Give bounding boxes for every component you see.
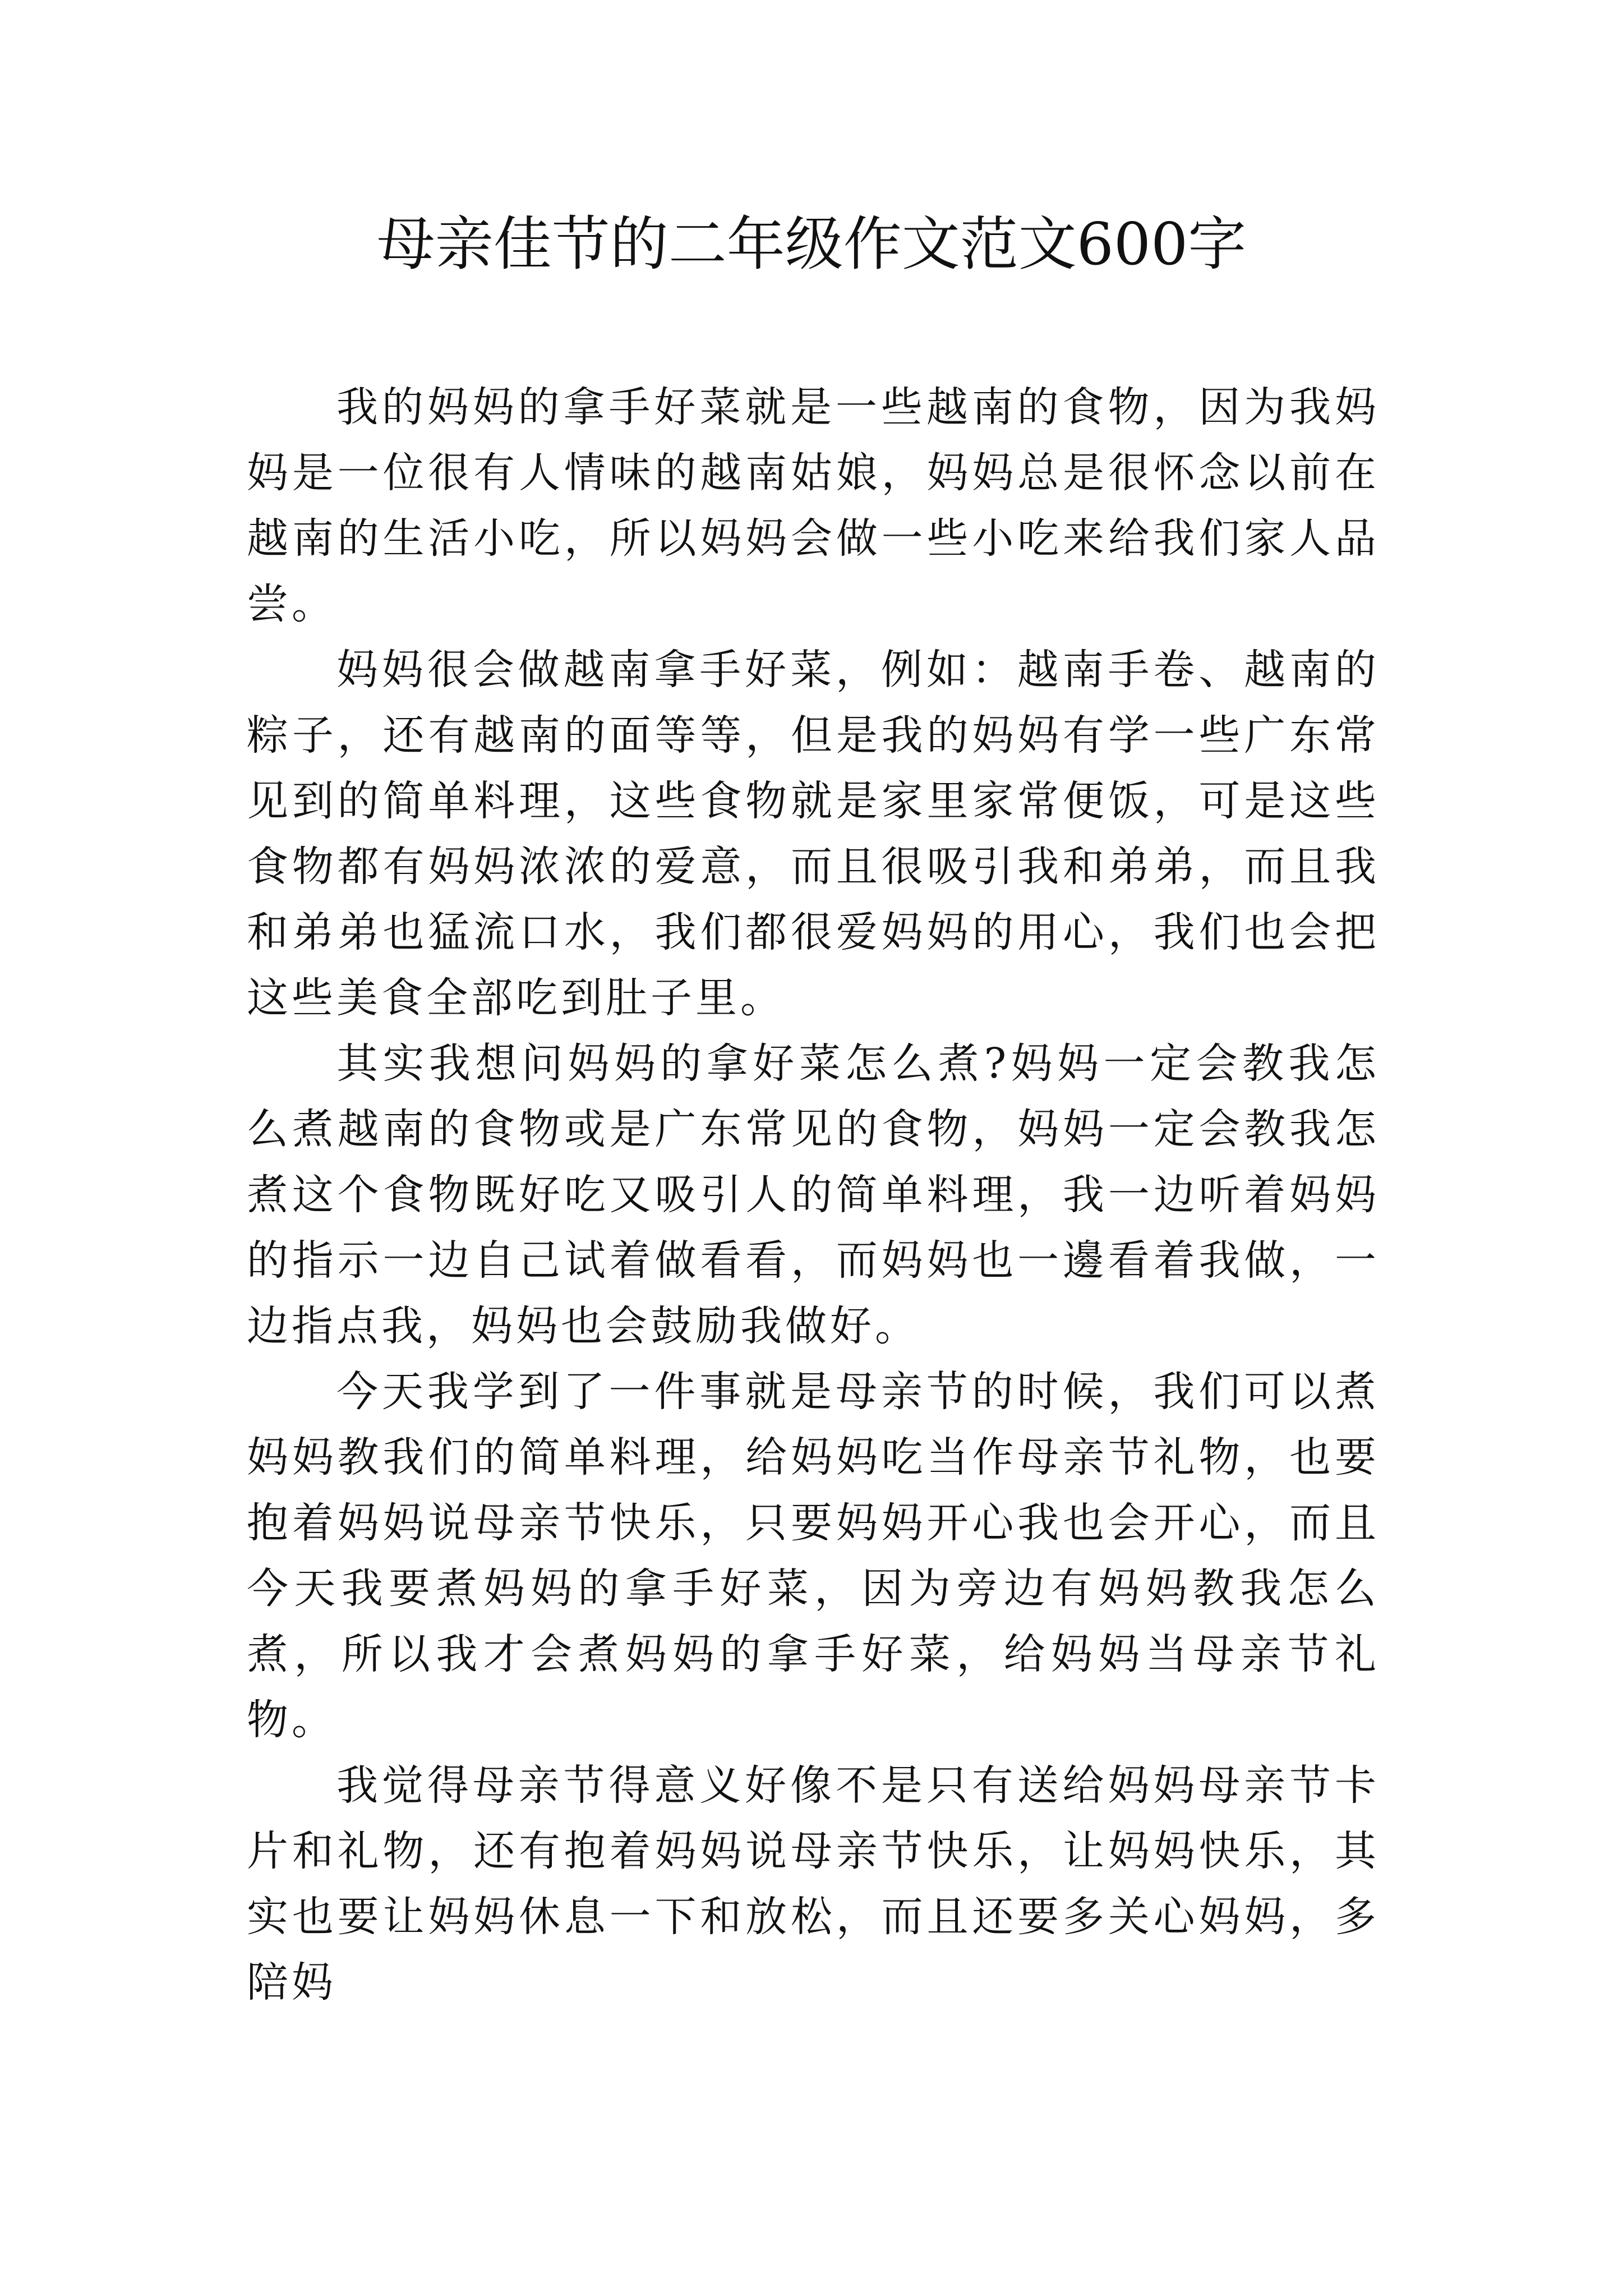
- document-title: 母亲佳节的二年级作文范文600字: [376, 210, 1247, 278]
- paragraph-1: 我的妈妈的拿手好菜就是一些越南的食物，因为我妈妈是一位很有人情味的越南姑娘，妈妈总是很怀念以前在越南的生活小吃，所以妈妈会做一些小吃来给我们家人品尝。: [247, 383, 1380, 628]
- paragraph-5: 我觉得母亲节得意义好像不是只有送给妈妈母亲节卡片和礼物，还有抱着妈妈说母亲节快乐，让妈妈快乐，其实也要让妈妈休息一下和放松，而且还要多关心妈妈，多陪妈: [247, 1761, 1380, 2007]
- paragraph-4: 今天我学到了一件事就是母亲节的时候，我们可以煮妈妈教我们的简单料理，给妈妈吃当作母亲节礼物，也要抱着妈妈说母亲节快乐，只要妈妈开心我也会开心，而且今天我要煮妈妈的拿手好菜，因为旁边有妈妈教我怎么煮，所以我才会煮妈妈的拿手好菜，给妈妈当母亲节礼物。: [247, 1368, 1380, 1744]
- paragraph-3: 其实我想问妈妈的拿好菜怎么煮?妈妈一定会教我怎么煮越南的食物或是广东常见的食物，妈妈一定会教我怎煮这个食物既好吃又吸引人的简单料理，我一边听着妈妈的指示一边自己试着做看看，而妈妈也一邊看着我做，一边指点我，妈妈也会鼓励我做好。: [247, 1039, 1380, 1350]
- document-body: [247, 375, 1380, 2016]
- paragraph-2: 妈妈很会做越南拿手好菜，例如：越南手卷、越南的粽子，还有越南的面等等，但是我的妈妈有学一些广东常见到的简单料理，这些食物就是家里家常便饭，可是这些食物都有妈妈浓浓的爱意，而且很吸引我和弟弟，而且我和弟弟也猛流口水，我们都很爱妈妈的用心，我们也会把这些美食全部吃到肚子里。: [247, 646, 1380, 1022]
